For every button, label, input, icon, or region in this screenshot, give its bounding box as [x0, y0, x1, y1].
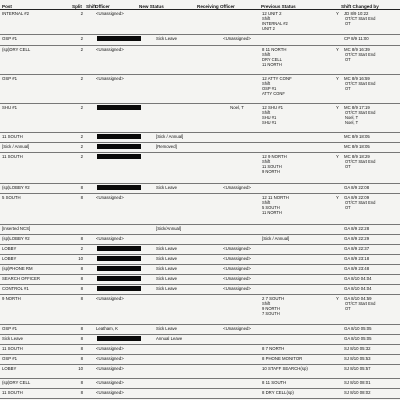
split-cell: 8: [80, 345, 83, 351]
sub-detail: DRY CELL: [262, 57, 282, 62]
sub-detail: UNIT 2: [262, 26, 275, 31]
sub-detail: ATTY CONF: [262, 91, 285, 96]
receiving-officer-cell: <Unassigned>: [223, 255, 251, 261]
shift-changed-by-cell: MC 8/9 16:39: [344, 46, 370, 52]
new-status-cell: Sick Leave: [156, 245, 178, 251]
shift-changed-by-cell: GA 8/9 22:37: [344, 245, 370, 251]
table-row: [0, 295, 400, 325]
new-status-cell: Sick Leave: [156, 35, 178, 41]
split-cell: 8: [80, 325, 83, 331]
split-cell: 8: [80, 194, 83, 200]
redaction-bar: [97, 286, 141, 291]
sub-detail: 7 SOUTH: [262, 311, 280, 316]
previous-status-cell: 8 DRY CELL(sp): [262, 389, 294, 395]
previous-status-cell: 8 11 SOUTH: [262, 379, 287, 385]
sub-detail: Shift: [262, 301, 271, 306]
table-row: [0, 379, 400, 389]
shift-changed-by-cell: SJ 8/10 05:53: [344, 355, 371, 361]
shift-changed-by-cell: GA 8/9 22:09: [344, 194, 370, 200]
receiving-officer-cell: <Unassigned>: [223, 35, 251, 41]
receiving-officer-cell: <Unassigned>: [223, 275, 251, 281]
post-cell: OSP #1: [2, 35, 17, 41]
split-cell: 2: [80, 104, 83, 110]
shift-changed-by-cell: SJ 8/10 05:57: [344, 365, 371, 371]
sub-detail: Shift: [262, 81, 271, 86]
redaction-bar: [97, 105, 141, 110]
post-cell: OSP #1: [2, 75, 17, 81]
header-post: Post: [2, 4, 12, 9]
split-cell: 2: [80, 143, 83, 149]
receiving-officer-cell: <Unassigned>: [223, 285, 251, 291]
officer-cell: <Unassigned>: [96, 235, 124, 241]
new-status-cell: [Sick / Annual]: [156, 133, 184, 139]
previous-status-cell: 8 PHONE MONITOR: [262, 355, 303, 361]
sub-detail: Shift: [262, 110, 271, 115]
post-cell: Sick Leave: [2, 335, 24, 341]
redaction-bar: [97, 134, 141, 139]
shift-changed-by-cell: GA 8/9 22:28: [344, 225, 370, 231]
sub-detail: 11 NORTH: [262, 210, 282, 215]
overtime-flag: Y: [336, 104, 339, 110]
split-cell: 8: [80, 379, 83, 385]
officer-cell: <Unassigned>: [96, 46, 124, 52]
redaction-bar: [97, 256, 141, 261]
ot-detail: OT/CT Start End: [345, 16, 376, 21]
split-cell: 8: [80, 184, 83, 190]
ot-detail: OT/CT Start End: [345, 52, 376, 57]
previous-status-cell: [Sick / Annual]: [262, 235, 290, 241]
overtime-flag: Y: [336, 10, 339, 16]
officer-cell: <Unassigned>: [96, 345, 124, 351]
ot-detail: OT: [345, 205, 351, 210]
log-table-body: [0, 10, 400, 399]
sub-detail: 11 NORTH: [262, 62, 282, 67]
previous-status-cell: 2 7 SOUTH: [262, 295, 285, 301]
ot-detail: OT: [345, 21, 351, 26]
sub-detail: 11 SOUTH: [262, 164, 282, 169]
post-cell: 11 SOUTH: [2, 345, 23, 351]
sub-detail: Shift: [262, 200, 271, 205]
previous-status-cell: 8 11 NORTH: [262, 46, 287, 52]
shift-changed-by-cell: SJ 8/10 08:01: [344, 379, 371, 385]
redaction-bar: [97, 336, 141, 341]
split-cell: 10: [78, 365, 83, 371]
previous-status-cell: 12 ATTY CONF: [262, 75, 292, 81]
table-row: [0, 35, 400, 46]
shift-changed-by-cell: GA 8/9 23:18: [344, 255, 370, 261]
overtime-flag: Y: [336, 194, 339, 200]
split-cell: 8: [80, 275, 83, 281]
table-row: [0, 75, 400, 104]
sub-detail: 5 SOUTH: [262, 205, 280, 210]
shift-changed-by-cell: GA 8/10 05:05: [344, 325, 372, 331]
shift-changed-by-cell: MC 8/9 18:05: [344, 143, 370, 149]
ot-detail: OT: [345, 306, 351, 311]
receiving-officer-cell: <Unassigned>: [223, 265, 251, 271]
post-cell: 9 NORTH: [2, 295, 21, 301]
table-header: [0, 0, 400, 10]
post-cell: SHU #1: [2, 104, 18, 110]
table-row: [0, 325, 400, 335]
post-cell: LOBBY: [2, 255, 17, 261]
officer-cell: Leatham, K: [96, 325, 118, 331]
officer-cell: <Unassigned>: [96, 194, 124, 200]
shift-changed-by-cell: MC 8/9 18:29: [344, 153, 370, 159]
redaction-bar: [97, 185, 141, 190]
table-row: [0, 153, 400, 184]
sub-detail: SHU #1: [262, 115, 277, 120]
shift-changed-by-cell: SJ 8/10 08:02: [344, 389, 371, 395]
sub-detail: 9 NORTH: [262, 169, 280, 174]
previous-status-cell: 12 11 NORTH: [262, 194, 289, 200]
header-receiving-officer: Receiving Officer: [197, 4, 235, 9]
table-row: [0, 225, 400, 235]
ot-detail: OT/CT Start End: [345, 110, 376, 115]
table-row: [0, 389, 400, 399]
split-cell: 2: [80, 245, 83, 251]
table-row: [0, 355, 400, 365]
split-cell: 2: [80, 10, 83, 16]
post-cell: (sp)LOBBY #2: [2, 184, 30, 190]
table-row: [0, 133, 400, 143]
table-row: [0, 345, 400, 355]
split-cell: 2: [80, 133, 83, 139]
new-status-cell: Sick Leave: [156, 255, 178, 261]
previous-status-cell: 12 UNIT 2: [262, 10, 282, 16]
new-status-cell: [Removed]: [156, 143, 177, 149]
new-status-cell: Sick Leave: [156, 285, 178, 291]
shift-changed-by-cell: CP 8/9 11:00: [344, 35, 369, 41]
shift-changed-by-cell: GA 8/9 22:29: [344, 235, 370, 241]
shift-changed-by-cell: SJ 8/10 05:32: [344, 345, 371, 351]
post-cell: 5 SOUTH: [2, 194, 21, 200]
overtime-flag: Y: [336, 75, 339, 81]
post-cell: OSP #1: [2, 355, 17, 361]
shift-changed-by-cell: JD 8/9 10:22: [344, 10, 369, 16]
officer-cell: <Unassigned>: [96, 389, 124, 395]
split-cell: 8: [80, 335, 83, 341]
table-row: [0, 104, 400, 133]
sub-detail: Shift: [262, 159, 271, 164]
officer-cell: <Unassigned>: [96, 379, 124, 385]
shift-changed-by-cell: GA 8/10 04:04: [344, 275, 372, 281]
receiving-officer-cell: <Unassigned>: [223, 184, 251, 190]
ot-detail: OT/CT Start End: [345, 159, 376, 164]
post-cell: (sp)DRY CELL: [2, 46, 31, 52]
post-cell: 11 SOUTH: [2, 389, 23, 395]
header-shift: Shift: [86, 4, 97, 9]
ot-detail: Noel, T: [345, 115, 359, 120]
split-cell: 8: [80, 265, 83, 271]
shift-changed-by-cell: MC 8/9 17:19: [344, 104, 370, 110]
header-previous-status: Previous Status: [261, 4, 296, 9]
sub-detail: OSP #1: [262, 86, 277, 91]
post-cell: (sp)PHONE RM: [2, 265, 33, 271]
overtime-flag: Y: [336, 153, 339, 159]
split-cell: 8: [80, 355, 83, 361]
ot-detail: OT: [345, 164, 351, 169]
new-status-cell: Sick Leave: [156, 275, 178, 281]
table-row: [0, 255, 400, 265]
shift-changed-by-cell: GA 8/10 05:05: [344, 335, 372, 341]
table-row: [0, 235, 400, 245]
shift-changed-by-cell: GA 8/10 04:04: [344, 285, 372, 291]
redaction-bar: [97, 266, 141, 271]
receiving-officer-cell: <Unassigned>: [223, 325, 251, 331]
post-cell: (sp)DRY CELL: [2, 379, 31, 385]
table-row: [0, 143, 400, 153]
new-status-cell: Annual Leave: [156, 335, 183, 341]
redaction-bar: [97, 246, 141, 251]
ot-detail: OT/CT Start End: [345, 200, 376, 205]
shift-changed-by-cell: MC 8/9 16:59: [344, 75, 370, 81]
sub-detail: Shift: [262, 16, 271, 21]
ot-detail: OT: [345, 86, 351, 91]
new-status-cell: [Sick/Annual]: [156, 225, 182, 231]
new-status-cell: Sick Leave: [156, 325, 178, 331]
table-row: [0, 335, 400, 345]
table-row: [0, 10, 400, 35]
previous-status-cell: 8 7 NORTH: [262, 345, 285, 351]
sub-detail: SHU #1: [262, 120, 277, 125]
post-cell: [Sick / Annual]: [2, 143, 30, 149]
split-cell: 8: [80, 389, 83, 395]
post-cell: SEARCH OFFICER: [2, 275, 40, 281]
post-cell: OSP #1: [2, 325, 17, 331]
split-cell: 8: [80, 295, 83, 301]
officer-cell: <Unassigned>: [96, 295, 124, 301]
officer-cell: <Unassigned>: [96, 355, 124, 361]
split-cell: 2: [80, 35, 83, 41]
post-cell: (sp)LOBBY #2: [2, 235, 30, 241]
table-row: [0, 365, 400, 379]
post-cell: INTERNAL #2: [2, 10, 30, 16]
officer-cell: <Unassigned>: [96, 75, 124, 81]
table-row: [0, 184, 400, 194]
post-cell: CONTROL #1: [2, 285, 29, 291]
post-cell: 11 SOUTH: [2, 153, 23, 159]
table-row: [0, 285, 400, 295]
receiving-officer-cell: Noel, T: [230, 104, 244, 110]
header-new-status: New Status: [139, 4, 164, 9]
overtime-flag: Y: [336, 46, 339, 52]
table-row: [0, 275, 400, 285]
officer-cell: <Unassigned>: [96, 365, 124, 371]
post-cell: LOBBY: [2, 245, 17, 251]
new-status-cell: Sick Leave: [156, 184, 178, 190]
shift-changed-by-cell: GA 8/9 23:48: [344, 265, 370, 271]
split-cell: 10: [78, 255, 83, 261]
header-officer: Officer: [95, 4, 110, 9]
sub-detail: Shift: [262, 52, 271, 57]
new-status-cell: Sick Leave: [156, 265, 178, 271]
post-cell: 11 SOUTH: [2, 133, 23, 139]
table-row: [0, 194, 400, 225]
redaction-bar: [97, 276, 141, 281]
redaction-bar: [97, 36, 141, 41]
overtime-flag: Y: [336, 295, 339, 301]
shift-changed-by-cell: GA 8/9 22:08: [344, 184, 370, 190]
previous-status-cell: 12 9 NORTH: [262, 153, 287, 159]
receiving-officer-cell: <Unassigned>: [223, 245, 251, 251]
table-row: [0, 46, 400, 75]
sub-detail: INTERNAL #2: [262, 21, 288, 26]
table-row: [0, 265, 400, 275]
ot-detail: OT/CT Start End: [345, 81, 376, 86]
ot-detail: OT: [345, 57, 351, 62]
table-row: [0, 245, 400, 255]
post-cell: LOBBY: [2, 365, 17, 371]
split-cell: 2: [80, 75, 83, 81]
redaction-bar: [97, 154, 141, 159]
sub-detail: 9 NORTH: [262, 306, 280, 311]
split-cell: 2: [80, 46, 83, 52]
header-shift-changed-by: Shift Changed by: [341, 4, 379, 9]
officer-cell: <Unassigned>: [96, 10, 124, 16]
split-cell: 8: [80, 285, 83, 291]
shift-changed-by-cell: GA 8/10 04:59: [344, 295, 372, 301]
previous-status-cell: 10 STAFF SEARCH(sp): [262, 365, 308, 371]
split-cell: 2: [80, 153, 83, 159]
redaction-bar: [97, 144, 141, 149]
shift-changed-by-cell: MC 8/9 18:05: [344, 133, 370, 139]
split-cell: 8: [80, 235, 83, 241]
ot-detail: OT/CT Start End: [345, 301, 376, 306]
header-split: Split: [72, 4, 82, 9]
ot-detail: Noel, T: [345, 120, 359, 125]
previous-status-cell: 12 SHU #1: [262, 104, 284, 110]
post-cell: [Inserted NCS]: [2, 225, 31, 231]
